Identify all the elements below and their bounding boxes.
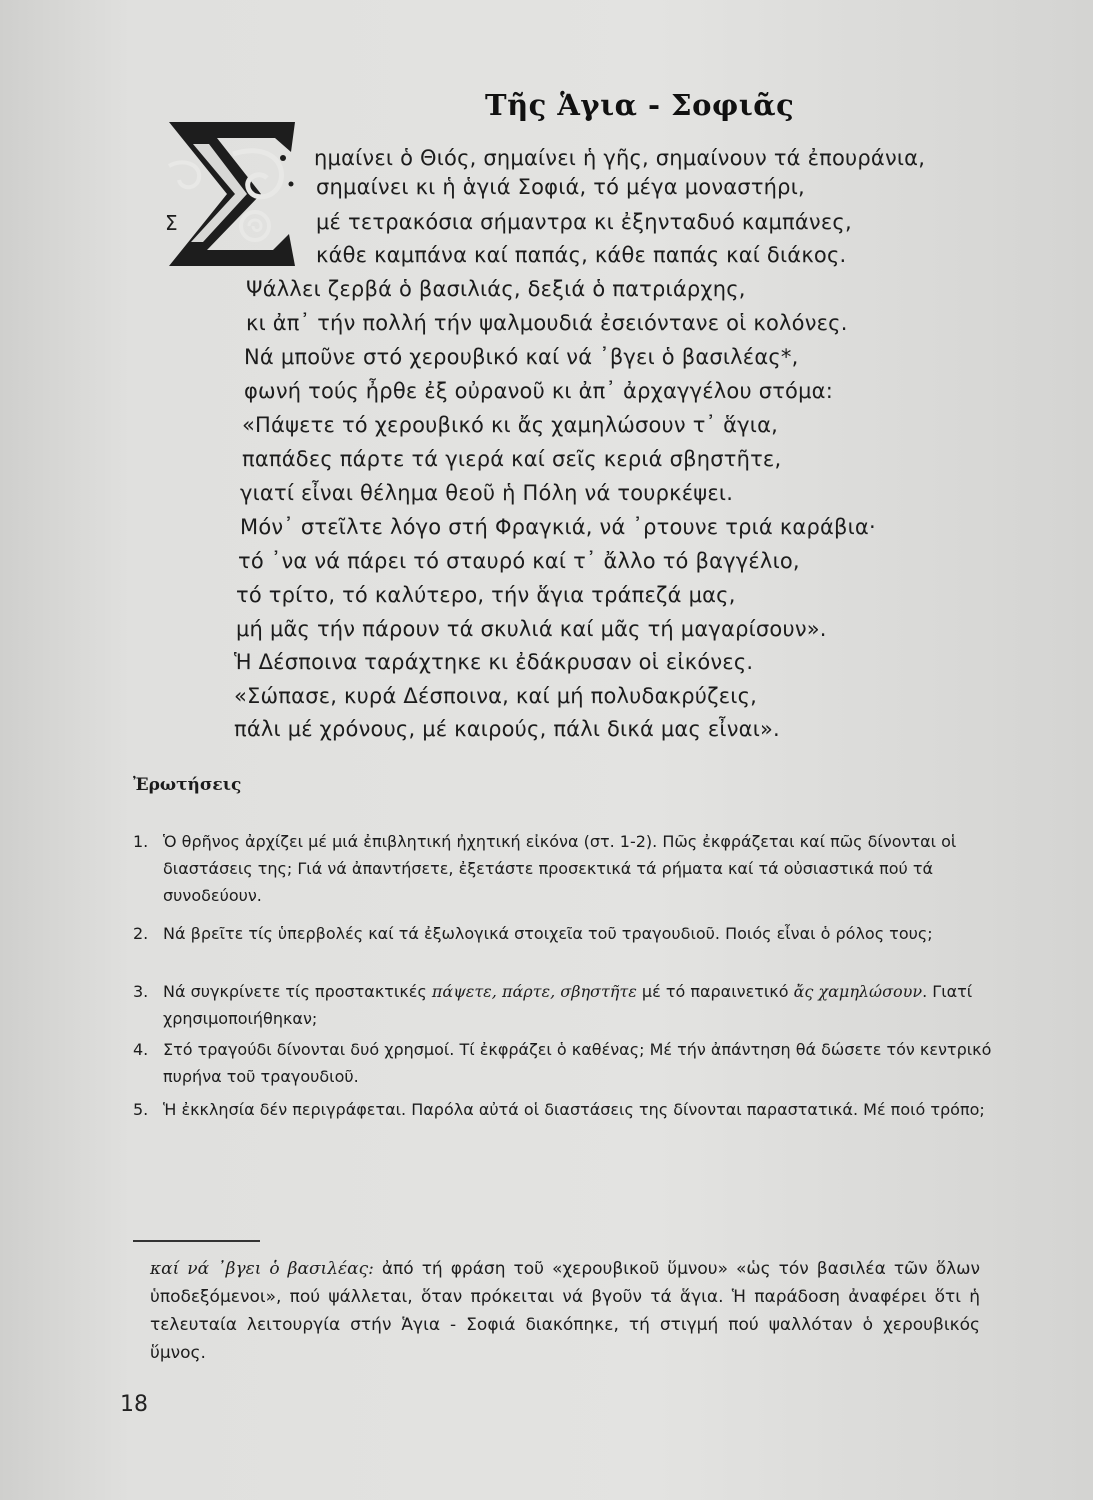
question-text: Ἡ ἐκκλησία δέν περιγράφεται. Παρόλα αὐτά οἱ διαστάσεις της δίνονται παραστατικά. Μέ ποιό τρόπο; (163, 1100, 985, 1119)
question-text: Νά βρεῖτε τίς ὑπερβολές καί τά ἐξωλογικά στοιχεῖα τοῦ τραγουδιοῦ. Ποιός εἶναι ὁ ρόλος τους; (163, 924, 933, 943)
poem-line: «Πάψετε τό χερουβικό κι ἄς χαμηλώσουν τ᾽ ἅγια, (242, 413, 779, 437)
question-number: 2. (133, 924, 149, 943)
footnote-text: ἀπό τή φράση τοῦ «χερουβικοῦ ὕμνου» «ὡς τόν βασιλέα τῶν ὅλων ὑποδεξόμενοι», πού ψάλλεται, ὅταν πρόκειται νά βγοῦν τά ἅγια. Ἡ παράδοση ἀναφέρει ὅτι ἡ τελευταία λειτουργία στήν Ἁγια - Σοφιά διακόπηκε, τή στιγμή πού ψαλλόταν ὁ χερουβικός ὕμνος. (150, 1259, 980, 1363)
question-item (133, 978, 1003, 1032)
poem-line: κι ἀπ᾽ τήν πολλή τήν ψαλμουδιά ἐσειόντανε οἱ κολόνες. (246, 311, 848, 335)
poem-line: τό ᾽να νά πάρει τό σταυρό καί τ᾽ ἄλλο τό βαγγέλιο, (238, 549, 800, 573)
poem-line: Μόν᾽ στεῖλτε λόγο στή Φραγκιά, νά ᾽ρτουνε τριά καράβια· (240, 515, 876, 539)
question-number: 1. (133, 832, 149, 851)
poem-line: κάθε καμπάνα καί παπάς, κάθε παπάς καί διάκος. (316, 243, 847, 267)
question-text: Ὁ θρῆνος ἀρχίζει μέ μιά ἐπιβλητική ἠχητική εἰκόνα (στ. 1-2). Πῶς ἐκφράζεται καί πῶς δίνονται οἱ διαστάσεις της; Γιά νά ἀπαντήσετε, ἐξετάστε προσεκτικά τά ρήματα καί τά οὐσιαστικά πού τά συνοδεύουν. (163, 832, 957, 905)
poem-line: παπάδες πάρτε τά γιερά καί σεῖς κεριά σβηστῆτε, (242, 447, 782, 471)
dropcap-letter: Σ (165, 211, 178, 235)
question-number: 4. (133, 1040, 149, 1059)
poem-line: «Σώπασε, κυρά Δέσποινα, καί μή πολυδακρύζεις, (234, 684, 757, 708)
poem-line: πάλι μέ χρόνους, μέ καιρούς, πάλι δικά μας εἶναι». (234, 717, 780, 741)
footnote (150, 1255, 980, 1367)
poem-title: Τῆς Ἁγια - Σοφιᾶς (485, 88, 795, 122)
poem-line: Ἡ Δέσποινα ταράχτηκε κι ἐδάκρυσαν οἱ εἰκόνες. (234, 650, 754, 674)
poem-line: μέ τετρακόσια σήμαντρα κι ἐξηνταδυό καμπάνες, (316, 210, 852, 234)
ornamental-dropcap-sigma (163, 118, 303, 270)
poem-line: Νά μποῦνε στό χερουβικό καί νά ᾽βγει ὁ βασιλέας*, (244, 345, 799, 369)
question-text: Νά συγκρίνετε τίς προστακτικές πάψετε, πάρτε, σβηστῆτε μέ τό παραινετικό ἄς χαμηλώσουν. Γιατί χρησιμοποιήθηκαν; (163, 982, 973, 1028)
question-item (133, 1096, 1003, 1123)
question-item (133, 920, 1003, 947)
page-number: 18 (120, 1392, 148, 1417)
questions-heading: Ἐρωτήσεις (133, 775, 242, 795)
question-item (133, 1036, 1003, 1090)
poem-line: γιατί εἶναι θέλημα θεοῦ ἡ Πόλη νά τουρκέψει. (240, 481, 734, 505)
question-text: Στό τραγούδι δίνονται δυό χρησμοί. Τί ἐκφράζει ὁ καθένας; Μέ τήν ἀπάντηση θά δώσετε τόν κεντρικό πυρήνα τοῦ τραγουδιοῦ. (163, 1040, 992, 1086)
poem-line: Ψάλλει ζερβά ὁ βασιλιάς, δεξιά ὁ πατριάρχης, (246, 277, 746, 301)
footnote-divider (133, 1240, 260, 1242)
poem-line: μή μᾶς τήν πάρουν τά σκυλιά καί μᾶς τή μαγαρίσουν». (236, 617, 827, 641)
poem-line: σημαίνει κι ἡ ἁγιά Σοφιά, τό μέγα μοναστήρι, (316, 175, 805, 199)
question-number: 5. (133, 1100, 149, 1119)
poem-line: ημαίνει ὁ Θιός, σημαίνει ἡ γῆς, σημαίνουν τά ἐπουράνια, (314, 146, 926, 170)
question-number: 3. (133, 982, 149, 1001)
poem-line: τό τρίτο, τό καλύτερο, τήν ἅγια τράπεζά μας, (236, 583, 736, 607)
poem-line: φωνή τούς ἦρθε ἐξ οὐρανοῦ κι ἀπ᾽ ἀρχαγγέλου στόμα: (244, 379, 833, 403)
footnote-term: καί νά ᾽βγει ὁ βασιλέας: (150, 1259, 374, 1279)
question-item (133, 828, 1003, 909)
